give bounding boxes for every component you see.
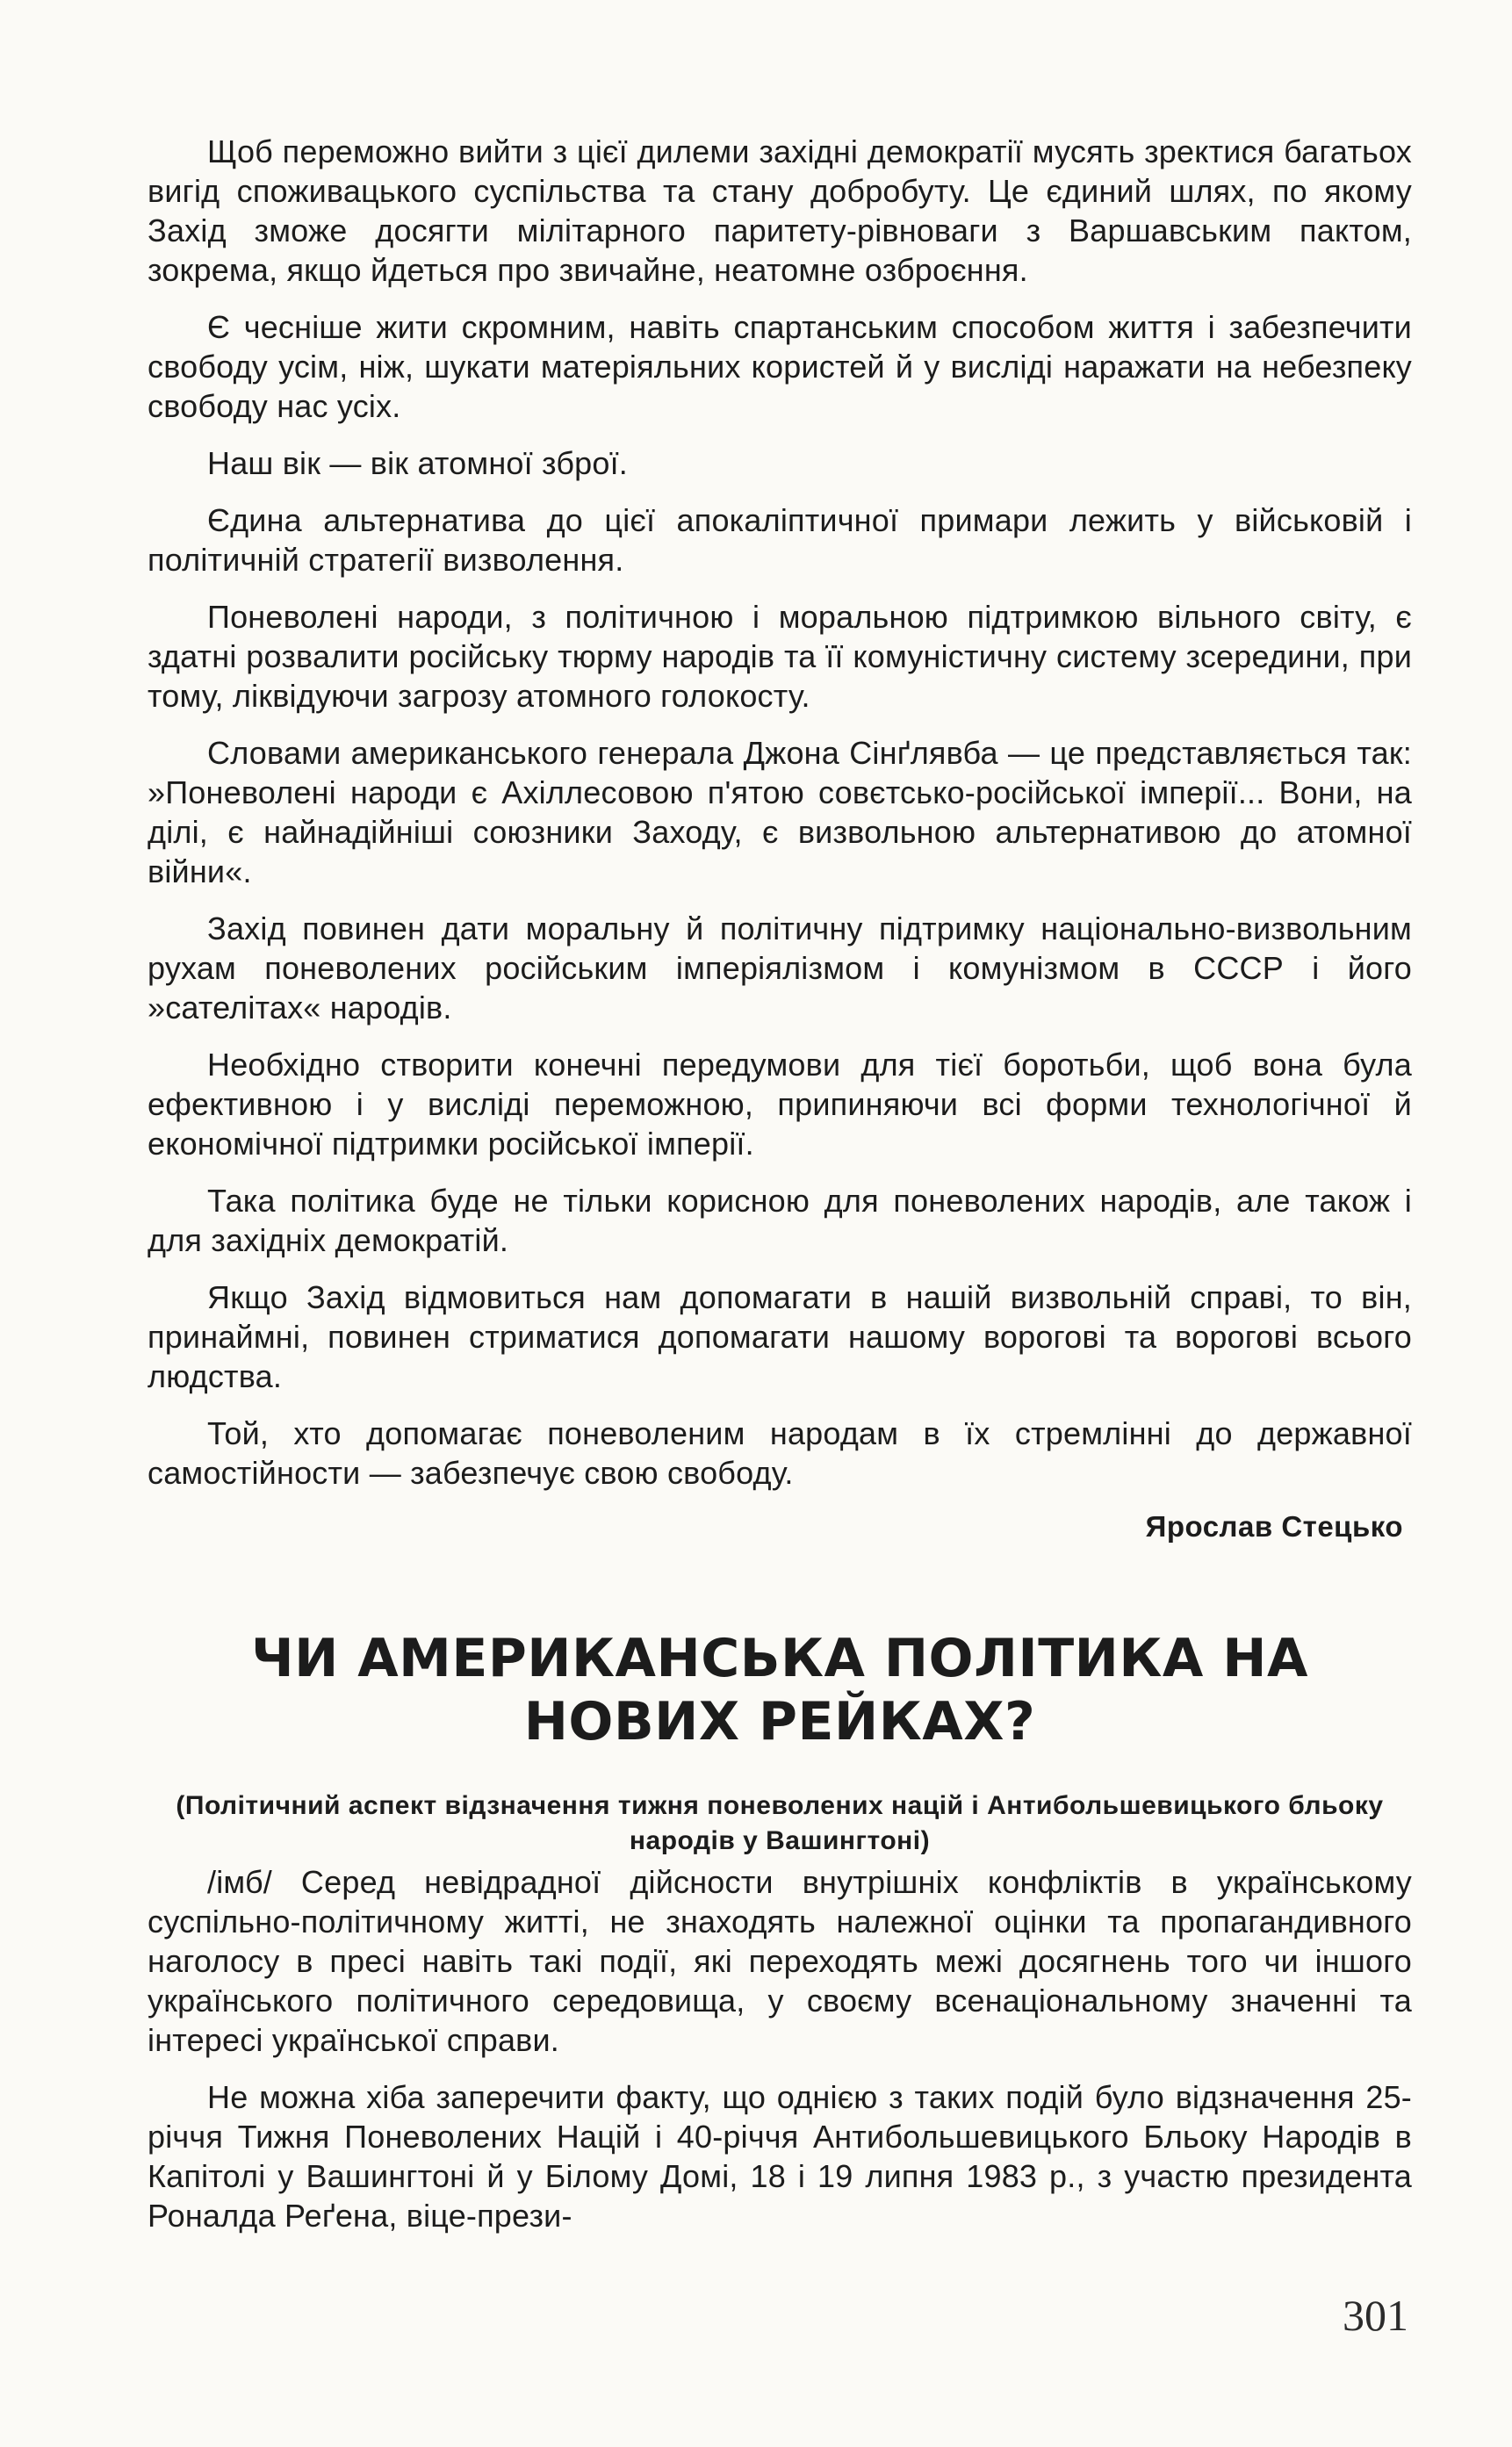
paragraph: Наш вік — вік атомної зброї. [207, 445, 629, 481]
article-paragraph: /імб/ Серед невідрадної дійсности внутрішніх конфліктів в українському суспільно-політичному житті, не знаходять належної оцінки та пропагандивного наголосу в пресі навіть такі події, які переходять межі досягнень того чи іншого українського політичного середовища, у своєму всенаціональному значенні та інтересі української справи. [148, 1864, 1412, 2058]
paragraph: Словами американського генерала Джона Сінґлявба — це представляється так: »Поневолені народи є Ахіллесовою п'ятою совєтсько-російської імперії... Вони, на ділі, є найнадійніші союзники Заходу, є визвольною альтернативою до атомної війни«. [148, 735, 1412, 889]
author-signature: Ярослав Стецько [1145, 1510, 1403, 1543]
document-page [148, 132, 1412, 2253]
article-subtitle: (Політичний аспект відзначення тижня поневолених націй і Антибольшевицького бльоку народів у Вашингтоні) [176, 1791, 1384, 1855]
article-section [148, 1627, 1412, 2235]
paragraph: Необхідно створити конечні передумови для тієї боротьби, щоб вона була ефективною і у висліді переможною, припиняючи всі форми технологічної й економічної підтримки російської імперії. [148, 1047, 1412, 1162]
paragraph: Якщо Захід відмовиться нам допомагати в нашій визвольній справі, то він, принаймні, повинен стриматися допомагати нашому ворогові та ворогові всього людства. [148, 1279, 1412, 1394]
paragraph: Щоб переможно вийти з цієї дилеми західні демократії мусять зректися багатьох вигід споживацького суспільства та стану добробуту. Це єдиний шлях, по якому Захід зможе досягти мілітарного паритету-рівноваги з Варшавським пактом, зокрема, якщо йдеться про звичайне, неатомне озброєння. [148, 133, 1412, 288]
paragraph: Захід повинен дати моральну й політичну підтримку національно-визвольним рухам поневолених російським імперіялізмом і комунізмом в СССР і його »сателітах« народів. [148, 910, 1412, 1026]
page-number: 301 [1343, 2291, 1408, 2340]
paragraph: Єдина альтернатива до цієї апокаліптичної примари лежить у військовій і політичній стратегії визволення. [148, 502, 1412, 578]
paragraph: Поневолені народи, з політичною і моральною підтримкою вільного світу, є здатні розвалити російську тюрму народів та її комуністичну систему зсередини, при тому, ліквідуючи загрозу атомного голокосту. [148, 599, 1412, 714]
article-paragraph: Не можна хіба заперечити факту, що однією з таких подій було відзначення 25-річчя Тижня Поневолених Націй і 40-річчя Антибольшевицького Бльоку Народів в Капітолі у Вашингтоні й у Білому Домі, 18 і 19 липня 1983 р., з участю президента Роналда Реґена, віце-прези- [148, 2079, 1412, 2234]
article-title: ЧИ АМЕРИКАНСЬКА ПОЛІТИКА НА НОВИХ РЕЙКАХ? [251, 1628, 1308, 1752]
paragraph: Той, хто допомагає поневоленим народам в їх стремлінні до державної самостійности — забезпечує свою свободу. [148, 1415, 1412, 1491]
closing-section [148, 132, 1412, 1544]
paragraph: Є чесніше жити скромним, навіть спартанським способом життя і забезпечити свободу усім, ніж, шукати матеріяльних користей й у висліді наражати на небезпеку свободу нас усіх. [148, 309, 1412, 424]
paragraph: Така політика буде не тільки корисною для поневолених народів, але також і для західніх демократій. [148, 1183, 1412, 1258]
